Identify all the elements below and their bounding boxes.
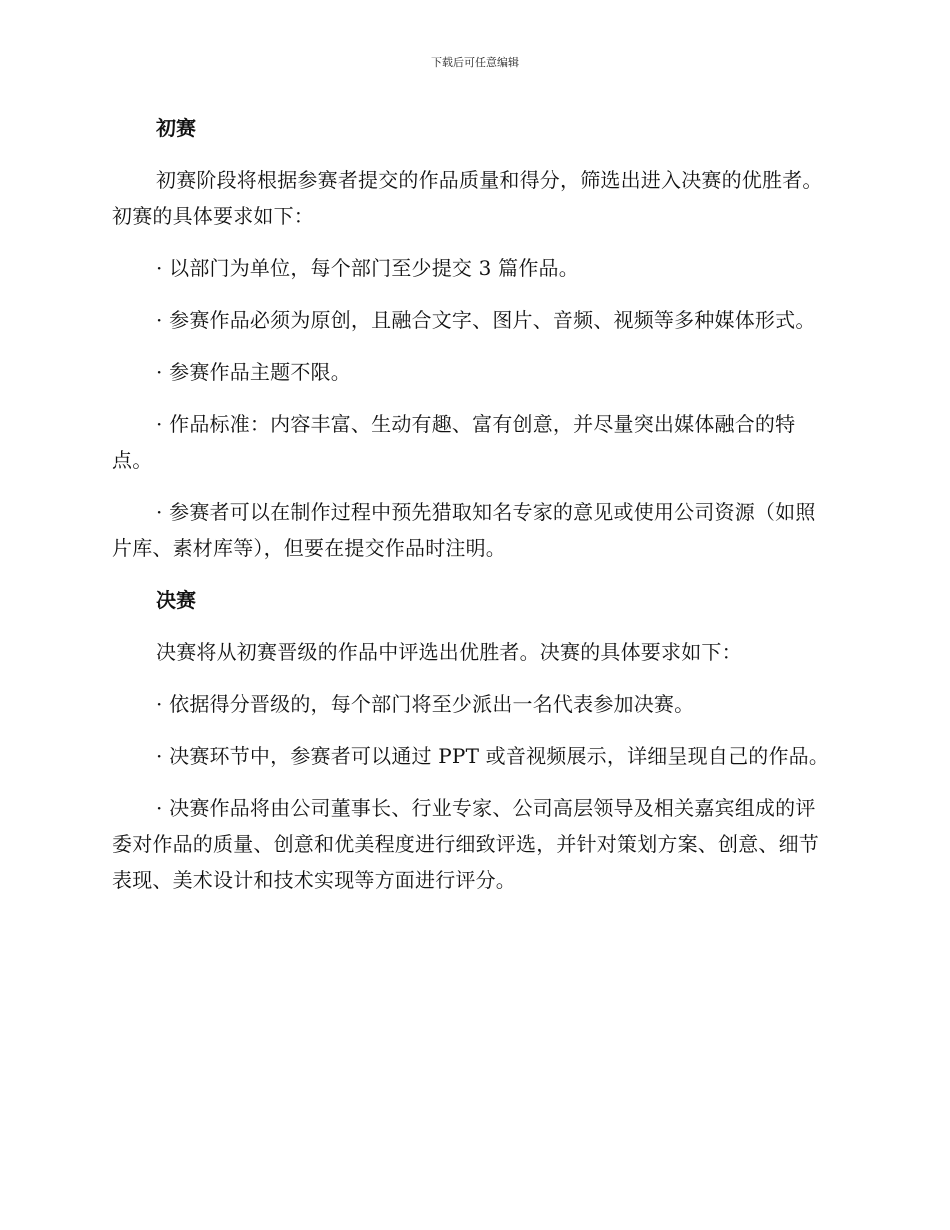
paragraph: 初赛阶段将根据参赛者提交的作品质量和得分，筛选出进入决赛的优胜者。初赛的具体要求如下： bbox=[112, 168, 823, 228]
bullet-item: · 作品标准：内容丰富、生动有趣、富有创意，并尽量突出媒体融合的特点。 bbox=[112, 412, 796, 472]
section-heading: 决赛 bbox=[156, 588, 196, 612]
bullet-item: · 决赛环节中，参赛者可以通过 PPT 或音视频展示，详细呈现自己的作品。 bbox=[156, 744, 830, 768]
section-final bbox=[112, 582, 832, 898]
bullet-item: · 决赛作品将由公司董事长、行业专家、公司高层领导及相关嘉宾组成的评委对作品的质量、创意和优美程度进行细致评选，并针对策划方案、创意、细节表现、美术设计和技术实现等方面进行评分。 bbox=[112, 796, 819, 892]
page-header: 下载后可任意编辑 bbox=[431, 56, 519, 69]
bullet-item: · 依据得分晋级的，每个部门将至少派出一名代表参加决赛。 bbox=[156, 692, 695, 716]
paragraph: 决赛将从初赛晋级的作品中评选出优胜者。决赛的具体要求如下： bbox=[156, 640, 742, 664]
bullet-item: · 参赛作品主题不限。 bbox=[156, 360, 351, 384]
bullet-item: · 参赛者可以在制作过程中预先猎取知名专家的意见或使用公司资源（如照片库、素材库等），但要在提交作品时注明。 bbox=[112, 500, 816, 560]
document-body bbox=[112, 110, 832, 914]
section-heading: 初赛 bbox=[156, 116, 196, 140]
section-preliminary bbox=[112, 110, 832, 566]
bullet-item: · 以部门为单位，每个部门至少提交 3 篇作品。 bbox=[156, 256, 579, 280]
bullet-item: · 参赛作品必须为原创，且融合文字、图片、音频、视频等多种媒体形式。 bbox=[156, 308, 816, 332]
